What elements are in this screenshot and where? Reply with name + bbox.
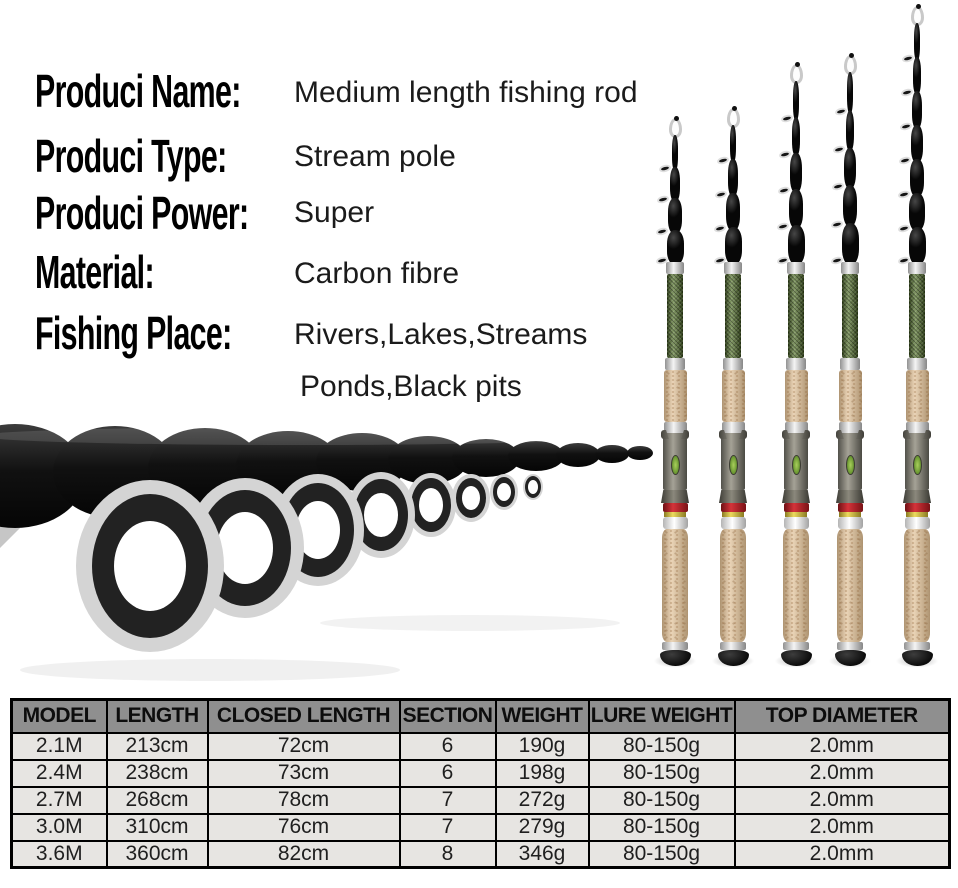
table-row [12, 841, 950, 868]
fishing-rod-2 [711, 108, 755, 672]
cork-handle [720, 529, 746, 642]
table-cell: 2.1M [12, 733, 107, 760]
line-guide-icon [898, 190, 911, 200]
rod-section [789, 189, 803, 229]
table-cell: 2.7M [12, 787, 107, 814]
seat-lock-nut [836, 490, 864, 503]
table-cell: 190g [496, 733, 589, 760]
collar [787, 262, 805, 274]
table-cell: 78cm [208, 787, 400, 814]
table-cell: 80-150g [589, 814, 735, 841]
rod-section [912, 91, 922, 129]
rod-section [670, 167, 680, 203]
collar [665, 358, 685, 370]
rod-section [788, 225, 805, 265]
seat-lock-nut [903, 490, 931, 503]
collar [907, 358, 927, 370]
cork-handle [662, 529, 688, 642]
line-guide-icon [830, 220, 843, 230]
column-header-model: MODEL [12, 700, 107, 733]
rod-section [914, 23, 920, 61]
collar [720, 642, 746, 650]
spec-label-material: Material: [35, 246, 154, 298]
cork-fore-grip [906, 370, 929, 422]
rod-section [730, 125, 736, 163]
rod-section [790, 153, 802, 193]
guide-ring-icon [76, 480, 224, 652]
collar [666, 262, 684, 274]
rod-section [667, 230, 684, 266]
collar [662, 642, 688, 650]
table-cell: 73cm [208, 760, 400, 787]
rod-section [728, 159, 738, 197]
table-row [12, 733, 950, 760]
table-cell: 3.6M [12, 841, 107, 868]
rod-section [909, 227, 926, 265]
spec-value-power: Super [294, 196, 375, 229]
collar [840, 358, 860, 370]
guide-ring-icon [452, 474, 490, 522]
spec-label-name: Produci Name: [35, 65, 241, 117]
column-header-closed-length: CLOSED LENGTH [208, 700, 400, 733]
guide-ring-icon [490, 474, 518, 510]
collar [904, 642, 930, 650]
collar [663, 517, 688, 529]
rod-section [847, 72, 853, 114]
red-trim-band [905, 503, 930, 512]
rod-section [668, 198, 681, 234]
line-guide-icon [658, 163, 671, 173]
collar [786, 358, 806, 370]
line-guide-icon [900, 122, 913, 132]
spec-value-fishing-place: Rivers,Lakes,Streams [294, 318, 588, 351]
collar [837, 642, 863, 650]
reel-seat-window [671, 455, 680, 475]
table-cell: 346g [496, 841, 589, 868]
table-cell: 3.0M [12, 814, 107, 841]
rod-section [911, 125, 923, 163]
rod-section [843, 185, 857, 227]
table-cell: 82cm [208, 841, 400, 868]
cork-fore-grip [785, 370, 808, 422]
column-header-lure-weight: LURE WEIGHT [589, 700, 735, 733]
table-cell: 80-150g [589, 760, 735, 787]
table-cell: 2.4M [12, 760, 107, 787]
collar [838, 517, 863, 529]
cork-fore-grip [722, 370, 745, 422]
rod-gloss-highlight [0, 427, 620, 445]
line-guide-icon [834, 106, 847, 116]
rod-section [913, 57, 921, 95]
table-cell: 213cm [107, 733, 208, 760]
collar [783, 642, 809, 650]
collar [839, 422, 862, 433]
collar [723, 358, 743, 370]
line-guide-icon [715, 190, 728, 200]
rod-section [726, 193, 739, 231]
table-cell: 360cm [107, 841, 208, 868]
rod-section [725, 227, 742, 265]
collar [785, 422, 808, 433]
line-guide-icon [899, 156, 912, 166]
spec-value-type: Stream pole [294, 140, 456, 173]
rod-section [909, 193, 924, 231]
green-carbon-blank [725, 274, 741, 358]
rod-section [844, 148, 856, 190]
line-guide-icon [776, 222, 789, 232]
table-cell: 72cm [208, 733, 400, 760]
rod-section [793, 81, 799, 121]
rod-section [842, 223, 859, 265]
seat-lock-nut [661, 490, 689, 503]
cork-fore-grip [664, 370, 687, 422]
table-cell: 6 [400, 733, 496, 760]
line-guide-icon [716, 156, 729, 166]
table-header-row [12, 700, 950, 733]
spec-table [10, 698, 951, 869]
green-carbon-blank [842, 274, 858, 358]
table-cell: 2.0mm [735, 841, 950, 868]
photo-shadow [320, 615, 620, 631]
table-cell: 80-150g [589, 733, 735, 760]
cork-handle [904, 529, 930, 642]
cork-handle [783, 529, 809, 642]
collar [722, 422, 745, 433]
green-carbon-blank [667, 274, 683, 358]
reel-seat-window [729, 455, 738, 475]
table-cell: 310cm [107, 814, 208, 841]
seat-lock-nut [782, 490, 810, 503]
collar [664, 422, 687, 433]
rod-section [846, 110, 855, 152]
red-trim-band [784, 503, 809, 512]
red-trim-band [838, 503, 863, 512]
line-guide-icon [780, 114, 793, 124]
table-cell: 279g [496, 814, 589, 841]
green-carbon-blank [909, 274, 925, 358]
seat-lock-nut [719, 490, 747, 503]
collar [906, 422, 929, 433]
guide-ring-icon [523, 474, 543, 500]
red-trim-band [721, 503, 746, 512]
table-cell: 272g [496, 787, 589, 814]
line-guide-icon [713, 224, 726, 234]
collar [724, 262, 742, 274]
table-cell: 2.0mm [735, 733, 950, 760]
green-carbon-blank [788, 274, 804, 358]
spec-value-material: Carbon fibre [294, 257, 460, 290]
table-cell: 198g [496, 760, 589, 787]
collar [841, 262, 859, 274]
line-guide-icon [779, 150, 792, 160]
spec-label-power: Produci Power: [35, 187, 249, 239]
table-cell: 7 [400, 787, 496, 814]
table-row [12, 760, 950, 787]
spec-value-fishing-place-2: Ponds,Black pits [300, 370, 522, 403]
line-guide-icon [655, 226, 668, 236]
rod-guides-closeup-photo [0, 408, 660, 693]
table-row [12, 814, 950, 841]
column-header-length: LENGTH [107, 700, 208, 733]
line-guide-icon [833, 144, 846, 154]
table-cell: 2.0mm [735, 787, 950, 814]
cork-handle [837, 529, 863, 642]
line-guide-icon [777, 186, 790, 196]
table-cell: 8 [400, 841, 496, 868]
column-header-section: SECTION [400, 700, 496, 733]
collar [905, 517, 930, 529]
spec-label-fishing-place: Fishing Place: [35, 307, 232, 359]
column-header-weight: WEIGHT [496, 700, 589, 733]
rod-section [672, 135, 678, 171]
red-trim-band [663, 503, 688, 512]
line-guide-icon [897, 224, 910, 234]
collar [908, 262, 926, 274]
table-cell: 2.0mm [735, 760, 950, 787]
column-header-top-diameter: TOP DIAMETER [735, 700, 950, 733]
table-cell: 7 [400, 814, 496, 841]
line-guide-icon [900, 88, 913, 98]
table-cell: 80-150g [589, 841, 735, 868]
collar [721, 517, 746, 529]
photo-shadow [20, 659, 400, 681]
table-cell: 238cm [107, 760, 208, 787]
table-row [12, 787, 950, 814]
rod-section [792, 117, 801, 157]
table-cell: 268cm [107, 787, 208, 814]
reel-seat-window [846, 455, 855, 475]
fishing-rod-3 [774, 64, 818, 672]
table-cell: 80-150g [589, 787, 735, 814]
reel-seat-window [792, 455, 801, 475]
reel-seat-window [913, 455, 922, 475]
line-guide-icon [657, 195, 670, 205]
table-cell: 76cm [208, 814, 400, 841]
spec-label-type: Produci Type: [35, 130, 227, 182]
fishing-rod-4 [828, 55, 872, 672]
fishing-rod-5 [895, 6, 939, 672]
line-guide-icon [831, 182, 844, 192]
rod-section [910, 159, 923, 197]
collar [784, 517, 809, 529]
table-cell: 2.0mm [735, 814, 950, 841]
spec-value-name: Medium length fishing rod [294, 76, 638, 109]
table-cell: 6 [400, 760, 496, 787]
cork-fore-grip [839, 370, 862, 422]
